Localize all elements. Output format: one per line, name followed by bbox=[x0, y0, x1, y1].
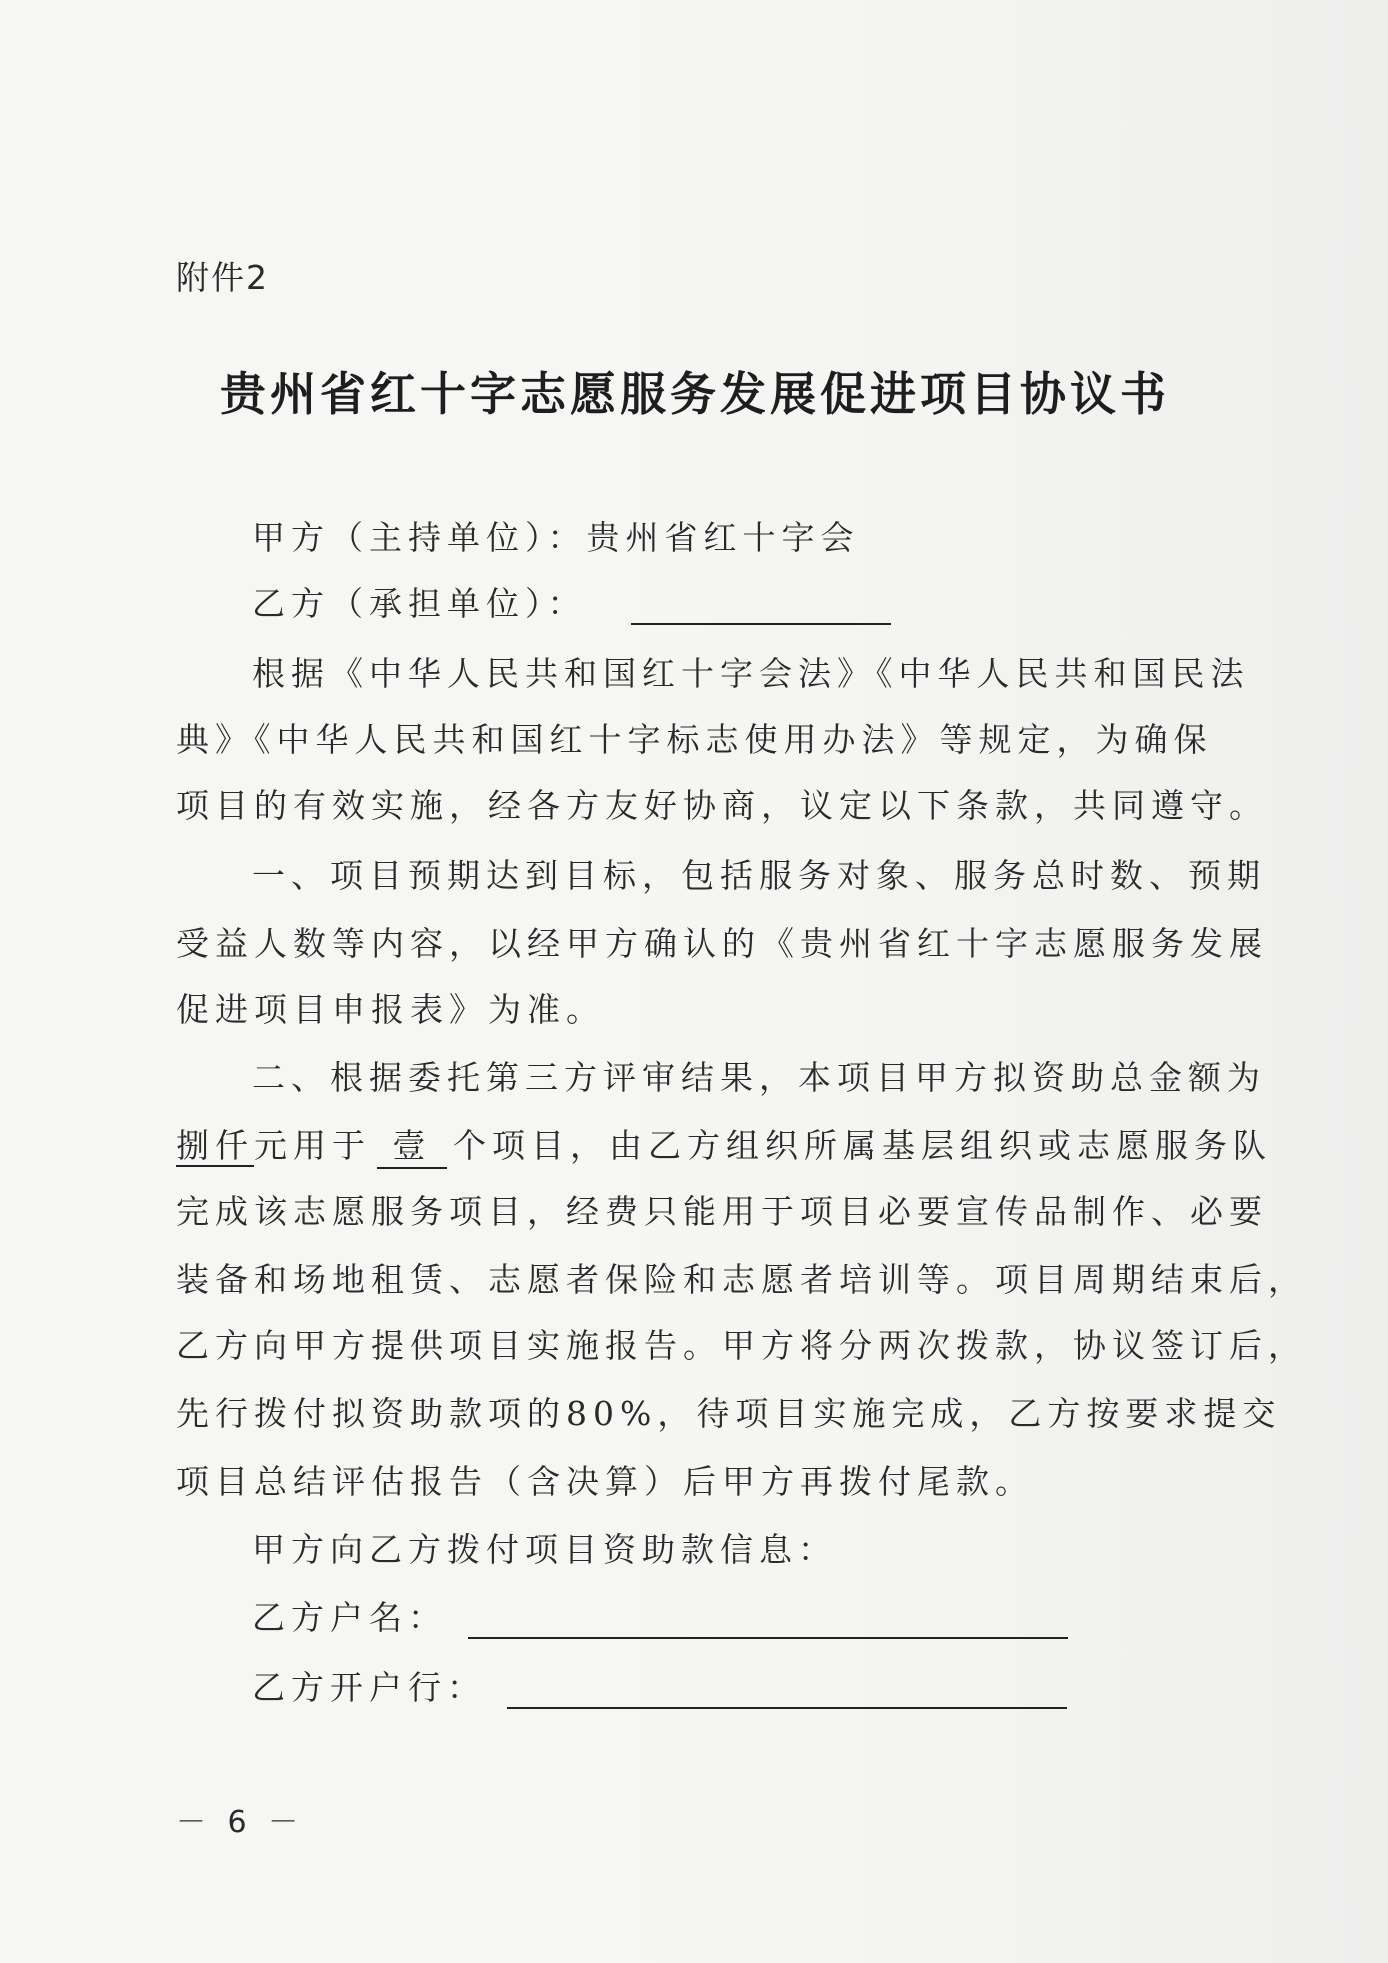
account-name-line bbox=[252, 1592, 1282, 1639]
account-name-label: 乙方户名： bbox=[252, 1598, 447, 1637]
clause2-continuation: 个项目，由乙方组织所属基层组织或志愿服务队 bbox=[453, 1126, 1272, 1165]
clause1-line: 受益人数等内容，以经甲方确认的《贵州省红十字志愿服务发展 bbox=[176, 924, 1268, 963]
party-b-line bbox=[252, 578, 1282, 625]
clause2-line: 项目总结评估报告（含决算）后甲方再拨付尾款。 bbox=[176, 1462, 1034, 1501]
account-name-blank bbox=[468, 1599, 1068, 1639]
intro-line: 根据《中华人民共和国红十字会法》《中华人民共和国民法 bbox=[252, 654, 1250, 693]
clause1-line: 一、项目预期达到目标，包括服务对象、服务总时数、预期 bbox=[252, 856, 1266, 895]
payment-info-line: 甲方向乙方拨付项目资助款信息： bbox=[252, 1530, 837, 1569]
bank-blank bbox=[507, 1669, 1067, 1709]
party-b-blank bbox=[631, 585, 891, 625]
amount-suffix: 元用于 bbox=[254, 1126, 371, 1165]
attachment-label: 附件2 bbox=[176, 258, 269, 297]
intro-line: 典》《中华人民共和国红十字标志使用办法》等规定，为确保 bbox=[176, 720, 1213, 759]
project-count: 壹 bbox=[377, 1120, 447, 1169]
clause2-amount-line bbox=[176, 1120, 1272, 1169]
clause2-line: 二、根据委托第三方评审结果，本项目甲方拟资助总金额为 bbox=[252, 1058, 1266, 1097]
clause1-line: 促进项目申报表》为准。 bbox=[176, 990, 605, 1029]
clause2-line: 完成该志愿服务项目，经费只能用于项目必要宣传品制作、必要 bbox=[176, 1192, 1268, 1231]
document-title: 贵州省红十字志愿服务发展促进项目协议书 bbox=[220, 367, 1170, 421]
clause2-line: 先行拨付拟资助款项的80%，待项目实施完成，乙方按要求提交 bbox=[176, 1394, 1282, 1433]
bank-label: 乙方开户行： bbox=[252, 1668, 486, 1707]
amount-value: 捌仟 bbox=[176, 1126, 254, 1165]
intro-line: 项目的有效实施，经各方友好协商，议定以下条款，共同遵守。 bbox=[176, 786, 1268, 825]
clause2-line: 乙方向甲方提供项目实施报告。甲方将分两次拨款，协议签订后， bbox=[176, 1326, 1307, 1365]
page-number: － 6 － bbox=[176, 1805, 305, 1840]
clause2-line: 装备和场地租赁、志愿者保险和志愿者培训等。项目周期结束后， bbox=[176, 1260, 1307, 1299]
party-b-label: 乙方（承担单位）： bbox=[252, 584, 587, 623]
bank-line bbox=[252, 1662, 1282, 1709]
party-a-line: 甲方（主持单位）：贵州省红十字会 bbox=[252, 518, 860, 557]
